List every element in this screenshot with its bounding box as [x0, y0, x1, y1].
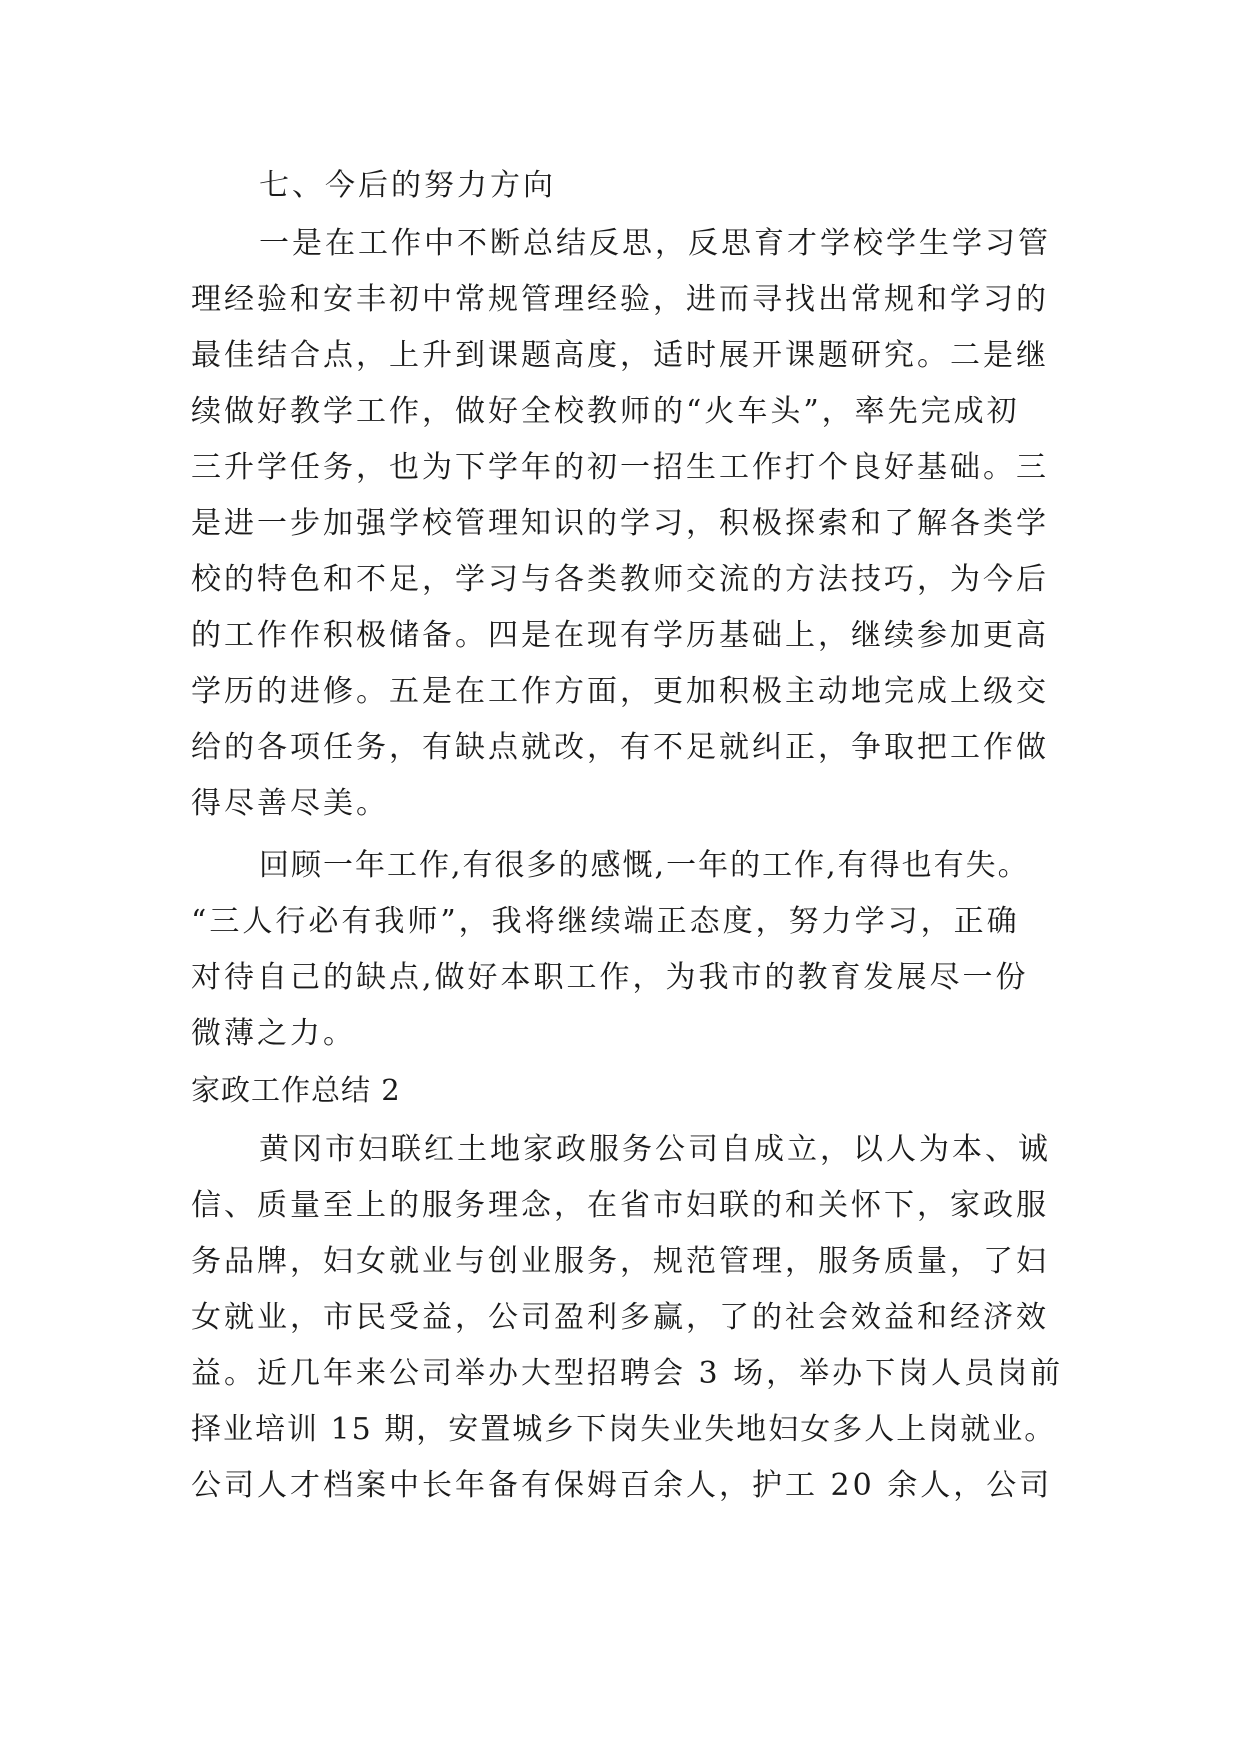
- paragraph-line: 给的各项任务，有缺点就改，有不足就纠正，争取把工作做: [191, 730, 1049, 765]
- paragraph-line: 一是在工作中不断总结反思，反思育才学校学生学习管: [259, 226, 1051, 261]
- paragraph-line: 三升学任务，也为下学年的初一招生工作打个良好基础。三: [191, 450, 1049, 485]
- paragraph-line: 择业培训 15 期，安置城乡下岗失业失地妇女多人上岗就业。: [191, 1412, 1057, 1447]
- paragraph-line: 理经验和安丰初中常规管理经验，进而寻找出常规和学习的: [191, 282, 1049, 317]
- paragraph-line: 学历的进修。五是在工作方面，更加积极主动地完成上级交: [191, 674, 1049, 709]
- paragraph-line: 得尽善尽美。: [191, 786, 389, 821]
- document-title: 家政工作总结 2: [191, 1073, 401, 1107]
- paragraph-line: 的工作作积极储备。四是在现有学历基础上，继续参加更高: [191, 618, 1049, 653]
- paragraph-line: 务品牌，妇女就业与创业服务，规范管理，服务质量，了妇: [191, 1244, 1049, 1279]
- paragraph-line: 信、质量至上的服务理念，在省市妇联的和关怀下，家政服: [191, 1188, 1049, 1223]
- paragraph-line: 最佳结合点，上升到课题高度，适时展开课题研究。二是继: [191, 338, 1049, 373]
- paragraph-line: 益。近几年来公司举办大型招聘会 3 场，举办下岗人员岗前: [191, 1356, 1064, 1391]
- paragraph-line: 公司人才档案中长年备有保姆百余人，护工 20 余人，公司: [191, 1468, 1053, 1503]
- section-heading: 七、今后的努力方向: [259, 168, 556, 203]
- paragraph-line: “三人行必有我师”，我将继续端正态度，努力学习，正确: [191, 904, 1020, 939]
- paragraph-line: 微薄之力。: [191, 1016, 356, 1051]
- paragraph-line: 续做好教学工作，做好全校教师的“火车头”，率先完成初: [191, 394, 1020, 429]
- paragraph-line: 黄冈市妇联红土地家政服务公司自成立，以人为本、诚: [259, 1132, 1051, 1167]
- paragraph-line: 对待自己的缺点,做好本职工作，为我市的教育发展尽一份: [191, 960, 1029, 995]
- paragraph-line: 是进一步加强学校管理知识的学习，积极探索和了解各类学: [191, 506, 1049, 541]
- paragraph-line: 校的特色和不足，学习与各类教师交流的方法技巧，为今后: [191, 562, 1049, 597]
- paragraph-line: 回顾一年工作,有很多的感慨,一年的工作,有得也有失。: [259, 848, 1030, 883]
- paragraph-line: 女就业，市民受益，公司盈利多赢，了的社会效益和经济效: [191, 1300, 1049, 1335]
